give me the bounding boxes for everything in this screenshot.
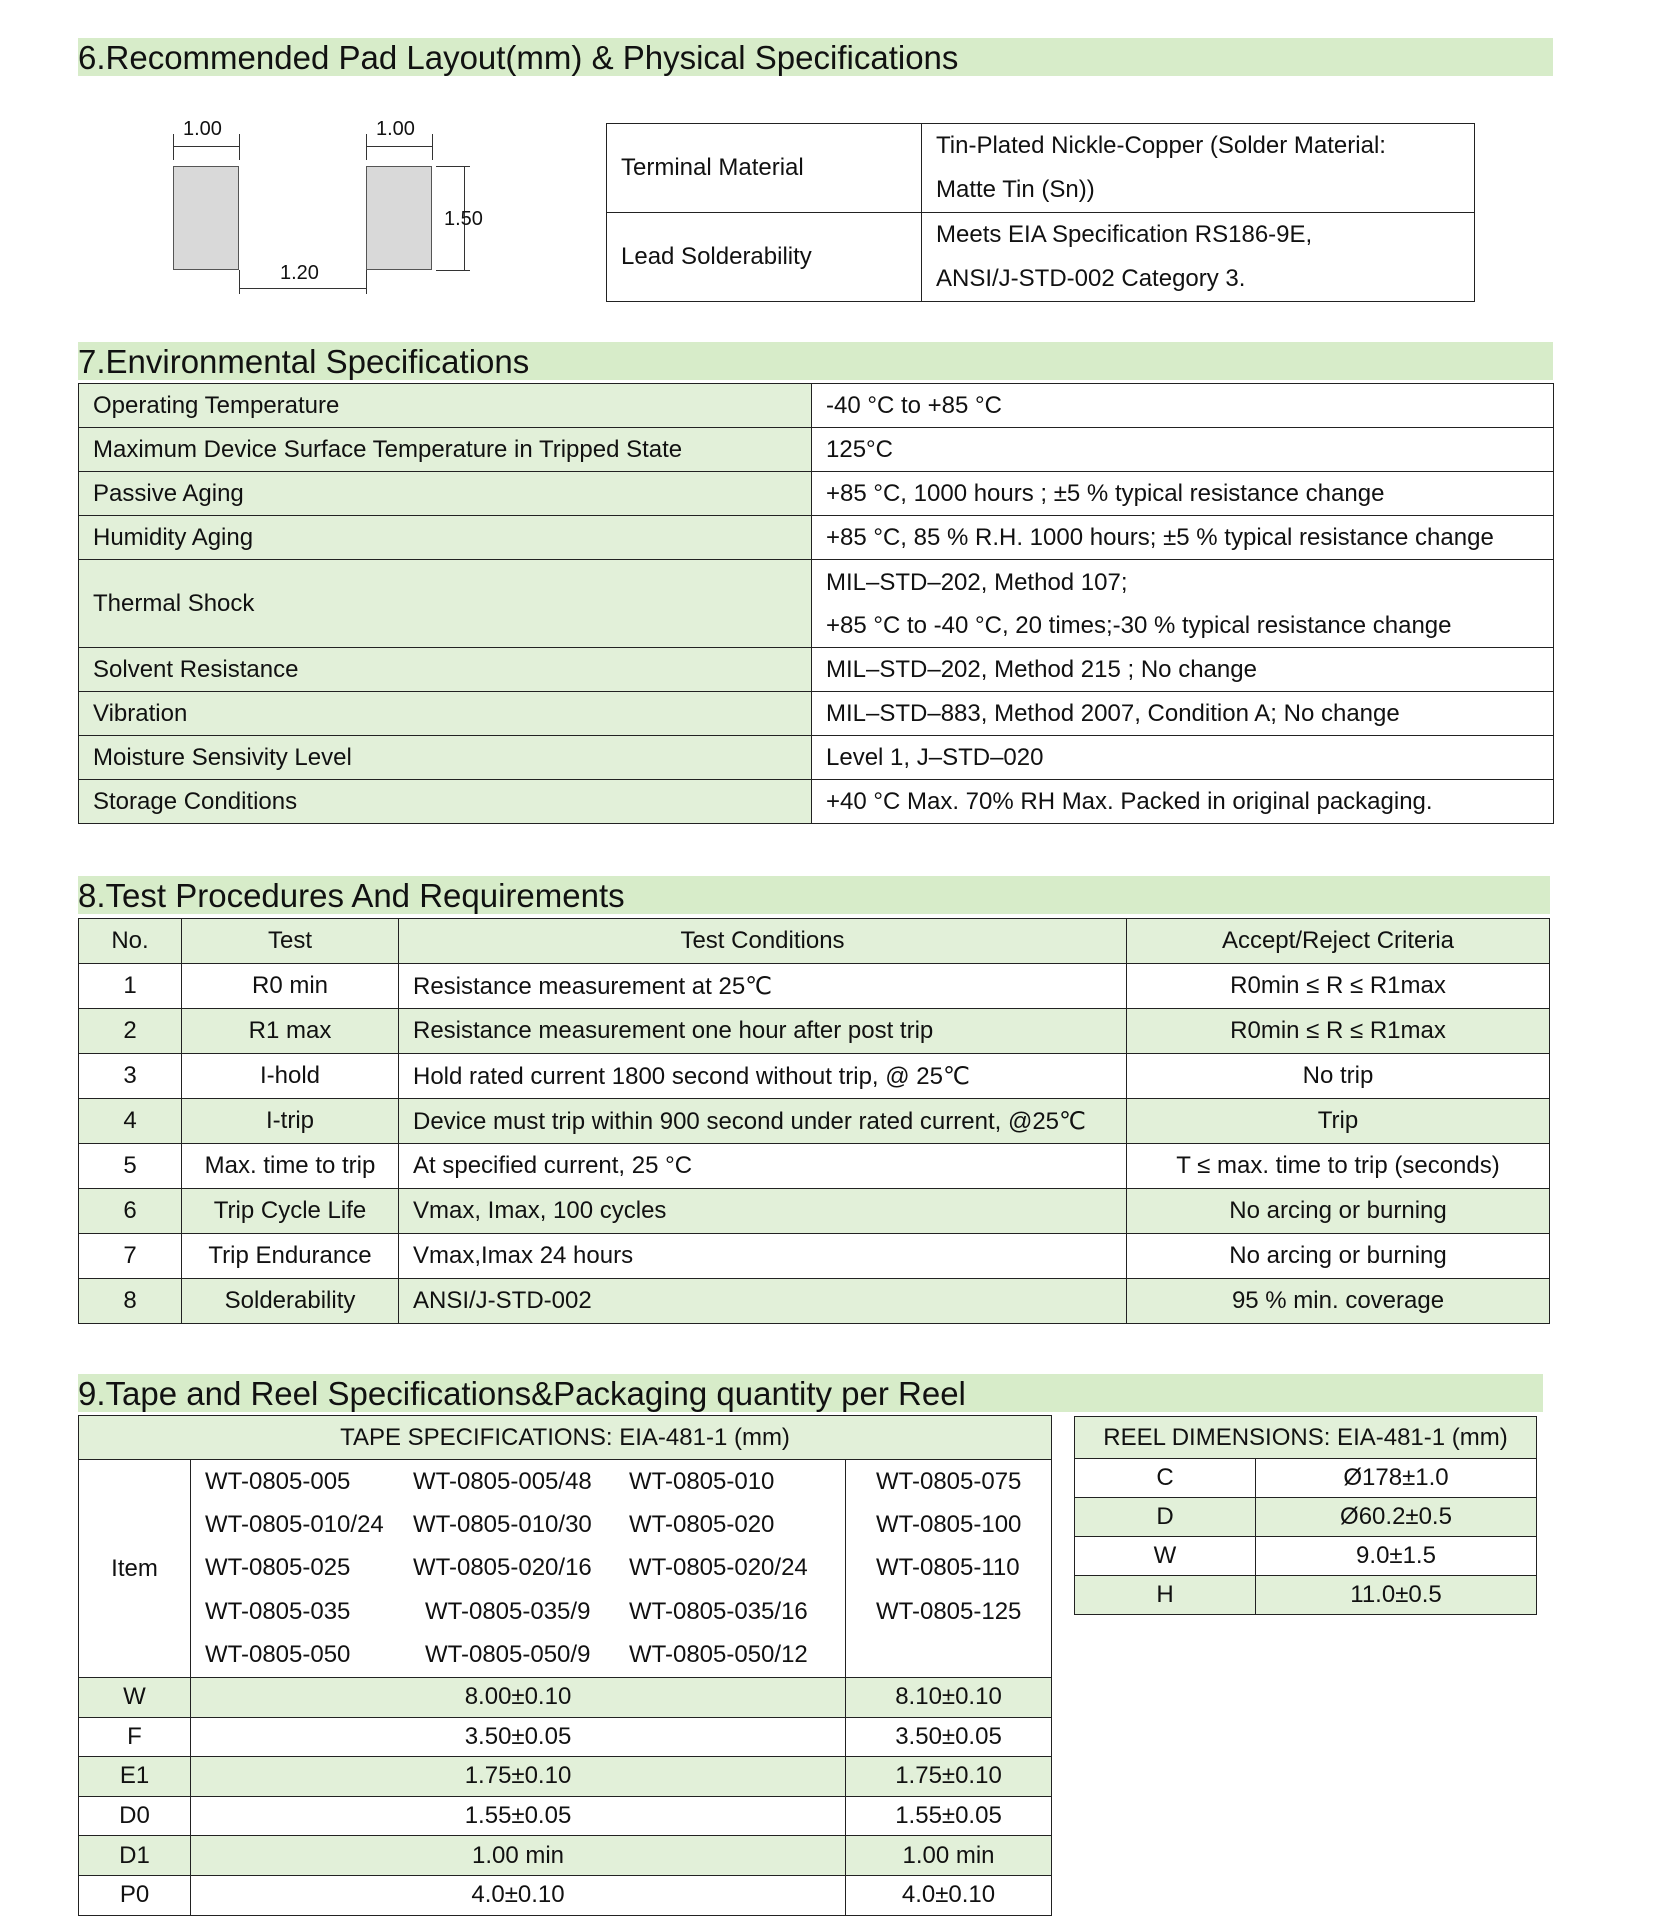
models-grid-right (876, 1460, 1051, 1677)
dim-left-width: 1.00 (183, 118, 222, 140)
env-label: Vibration (79, 692, 812, 736)
tape-value: 1.00 min (191, 1836, 846, 1876)
model: WT-0805-020/24 (629, 1554, 808, 1582)
model: WT-0805-035 (205, 1597, 351, 1625)
model: WT-0805-125 (876, 1597, 1022, 1625)
test-condition: Resistance measurement at 25℃ (399, 964, 1127, 1009)
test-name: R0 min (182, 964, 399, 1009)
tape-title: TAPE SPECIFICATIONS: EIA-481-1 (mm) (79, 1416, 1052, 1460)
env-label: Thermal Shock (79, 560, 812, 648)
physical-label: Terminal Material (607, 124, 922, 213)
test-name: Trip Cycle Life (182, 1189, 399, 1234)
test-name: I-trip (182, 1099, 399, 1144)
test-criteria: R0min ≤ R ≤ R1max (1127, 964, 1550, 1009)
test-criteria: No arcing or burning (1127, 1234, 1550, 1279)
models-grid (205, 1460, 846, 1677)
env-label: Maximum Device Surface Temperature in Tripped State (79, 428, 812, 472)
tape-value: 4.0±0.10 (191, 1875, 846, 1915)
test-condition: Hold rated current 1800 second without trip, @ 25℃ (399, 1054, 1127, 1099)
dim-tick (432, 134, 433, 160)
test-criteria: Trip (1127, 1099, 1550, 1144)
model: WT-0805-020/16 (413, 1554, 592, 1582)
reel-param: W (1075, 1537, 1256, 1576)
dim-line (239, 288, 366, 289)
reel-value: Ø178±1.0 (1256, 1459, 1537, 1498)
reel-param: H (1075, 1576, 1256, 1615)
table-row (79, 1054, 1550, 1099)
tape-value: 1.75±0.10 (191, 1757, 846, 1797)
test-no: 2 (79, 1009, 182, 1054)
model: WT-0805-100 (876, 1511, 1022, 1539)
tape-value: 1.75±0.10 (846, 1757, 1052, 1797)
dim-tick (239, 134, 240, 160)
dim-tick (366, 134, 367, 160)
section-9-title: 9.Tape and Reel Specifications&Packaging quantity per Reel (78, 1374, 1543, 1412)
physical-value: Matte Tin (Sn)) (922, 168, 1475, 213)
table-row (1075, 1537, 1537, 1576)
env-value: Level 1, J–STD–020 (812, 736, 1554, 780)
test-header-conditions: Test Conditions (399, 919, 1127, 964)
env-value: +85 °C, 1000 hours ; ±5 % typical resistance change (812, 472, 1554, 516)
test-no: 8 (79, 1279, 182, 1324)
model: WT-0805-010/30 (413, 1511, 592, 1539)
test-criteria: T ≤ max. time to trip (seconds) (1127, 1144, 1550, 1189)
table-row (1075, 1576, 1537, 1615)
tape-value: 3.50±0.05 (846, 1717, 1052, 1757)
table-row (79, 1836, 1052, 1876)
dim-tick (366, 270, 367, 294)
model: WT-0805-050 (205, 1641, 351, 1669)
reel-value: 9.0±1.5 (1256, 1537, 1537, 1576)
test-criteria: R0min ≤ R ≤ R1max (1127, 1009, 1550, 1054)
test-header-criteria: Accept/Reject Criteria (1127, 919, 1550, 964)
tape-value: 4.0±0.10 (846, 1875, 1052, 1915)
test-criteria: No arcing or burning (1127, 1189, 1550, 1234)
test-name: Trip Endurance (182, 1234, 399, 1279)
tape-models (191, 1460, 846, 1678)
test-header-no: No. (79, 919, 182, 964)
env-label: Operating Temperature (79, 384, 812, 428)
tape-param: W (79, 1678, 191, 1718)
test-header-test: Test (182, 919, 399, 964)
table-row (79, 1875, 1052, 1915)
table-row (79, 1189, 1550, 1234)
test-no: 4 (79, 1099, 182, 1144)
table-row (79, 1144, 1550, 1189)
dim-height: 1.50 (444, 208, 483, 230)
tape-spec-table (78, 1415, 1052, 1916)
test-no: 5 (79, 1144, 182, 1189)
tape-param: D0 (79, 1796, 191, 1836)
tape-models-right (846, 1460, 1052, 1678)
reel-dimensions-table (1074, 1416, 1537, 1615)
tape-value: 8.10±0.10 (846, 1678, 1052, 1718)
env-label: Humidity Aging (79, 516, 812, 560)
physical-value: Meets EIA Specification RS186-9E, (922, 213, 1475, 258)
model: WT-0805-005/48 (413, 1467, 592, 1495)
tape-value: 1.00 min (846, 1836, 1052, 1876)
env-value: MIL–STD–202, Method 215 ; No change (812, 648, 1554, 692)
tape-param: E1 (79, 1757, 191, 1797)
table-row (79, 1796, 1052, 1836)
left-pad (173, 166, 239, 270)
model: WT-0805-075 (876, 1467, 1022, 1495)
env-value: +85 °C, 85 % R.H. 1000 hours; ±5 % typical resistance change (812, 516, 1554, 560)
test-no: 1 (79, 964, 182, 1009)
dim-line (173, 146, 239, 147)
physical-spec-table (606, 123, 1475, 302)
model: WT-0805-005 (205, 1467, 351, 1495)
environmental-table (78, 383, 1554, 824)
env-label: Moisture Sensivity Level (79, 736, 812, 780)
model (876, 1634, 1051, 1677)
test-procedures-table (78, 918, 1550, 1324)
right-pad (366, 166, 432, 270)
env-value-line: MIL–STD–202, Method 107; (826, 568, 1128, 596)
env-value: -40 °C to +85 °C (812, 384, 1554, 428)
dim-right-width: 1.00 (376, 118, 415, 140)
reel-title: REEL DIMENSIONS: EIA-481-1 (mm) (1075, 1417, 1537, 1459)
test-name: Max. time to trip (182, 1144, 399, 1189)
table-row (79, 1757, 1052, 1797)
tape-param: D1 (79, 1836, 191, 1876)
physical-label: Lead Solderability (607, 213, 922, 302)
model: WT-0805-025 (205, 1554, 351, 1582)
env-value: +40 °C Max. 70% RH Max. Packed in original packaging. (812, 780, 1554, 824)
test-criteria: 95 % min. coverage (1127, 1279, 1550, 1324)
env-value (812, 560, 1554, 648)
dim-tick (436, 270, 470, 271)
test-condition: Resistance measurement one hour after post trip (399, 1009, 1127, 1054)
table-row (79, 1279, 1550, 1324)
dim-gap: 1.20 (280, 262, 319, 284)
dim-tick (173, 134, 174, 160)
reel-param: C (1075, 1459, 1256, 1498)
test-condition: ANSI/J-STD-002 (399, 1279, 1127, 1324)
test-condition: At specified current, 25 °C (399, 1144, 1127, 1189)
test-no: 6 (79, 1189, 182, 1234)
reel-value: Ø60.2±0.5 (1256, 1498, 1537, 1537)
model: WT-0805-050/12 (629, 1641, 808, 1669)
section-8-title: 8.Test Procedures And Requirements (78, 876, 1550, 914)
env-value: MIL–STD–883, Method 2007, Condition A; No change (812, 692, 1554, 736)
test-condition: Vmax,Imax 24 hours (399, 1234, 1127, 1279)
dim-tick (239, 270, 240, 294)
table-row (79, 1678, 1052, 1718)
tape-value: 1.55±0.05 (191, 1796, 846, 1836)
tape-value: 3.50±0.05 (191, 1717, 846, 1757)
table-row (1075, 1498, 1537, 1537)
test-criteria: No trip (1127, 1054, 1550, 1099)
section-7-title: 7.Environmental Specifications (78, 342, 1553, 380)
physical-value: ANSI/J-STD-002 Category 3. (922, 257, 1475, 302)
env-value: 125°C (812, 428, 1554, 472)
test-condition: Device must trip within 900 second under rated current, @25℃ (399, 1099, 1127, 1144)
section-6-title: 6.Recommended Pad Layout(mm) & Physical Specifications (78, 38, 1553, 76)
env-label: Storage Conditions (79, 780, 812, 824)
model: WT-0805-010 (629, 1467, 775, 1495)
reel-value: 11.0±0.5 (1256, 1576, 1537, 1615)
tape-value: 8.00±0.10 (191, 1678, 846, 1718)
test-name: R1 max (182, 1009, 399, 1054)
dim-line (366, 146, 432, 147)
env-label: Solvent Resistance (79, 648, 812, 692)
model: WT-0805-020 (629, 1511, 775, 1539)
table-row (79, 1234, 1550, 1279)
test-no: 7 (79, 1234, 182, 1279)
test-name: Solderability (182, 1279, 399, 1324)
model: WT-0805-050/9 (425, 1641, 591, 1669)
tape-param: P0 (79, 1875, 191, 1915)
table-row (1075, 1459, 1537, 1498)
table-row (79, 1717, 1052, 1757)
model: WT-0805-035/9 (425, 1597, 591, 1625)
reel-param: D (1075, 1498, 1256, 1537)
model: WT-0805-110 (876, 1554, 1020, 1582)
model: WT-0805-035/16 (629, 1597, 808, 1625)
model: WT-0805-010/24 (205, 1511, 384, 1539)
tape-value: 1.55±0.05 (846, 1796, 1052, 1836)
table-row (79, 964, 1550, 1009)
tape-item-label: Item (79, 1460, 191, 1678)
test-condition: Vmax, Imax, 100 cycles (399, 1189, 1127, 1234)
table-row (79, 1009, 1550, 1054)
test-no: 3 (79, 1054, 182, 1099)
env-value-line: +85 °C to -40 °C, 20 times;-30 % typical resistance change (826, 611, 1452, 639)
tape-param: F (79, 1717, 191, 1757)
test-name: I-hold (182, 1054, 399, 1099)
env-label: Passive Aging (79, 472, 812, 516)
table-row (79, 1099, 1550, 1144)
physical-value: Tin-Plated Nickle-Copper (Solder Material: (922, 124, 1475, 169)
